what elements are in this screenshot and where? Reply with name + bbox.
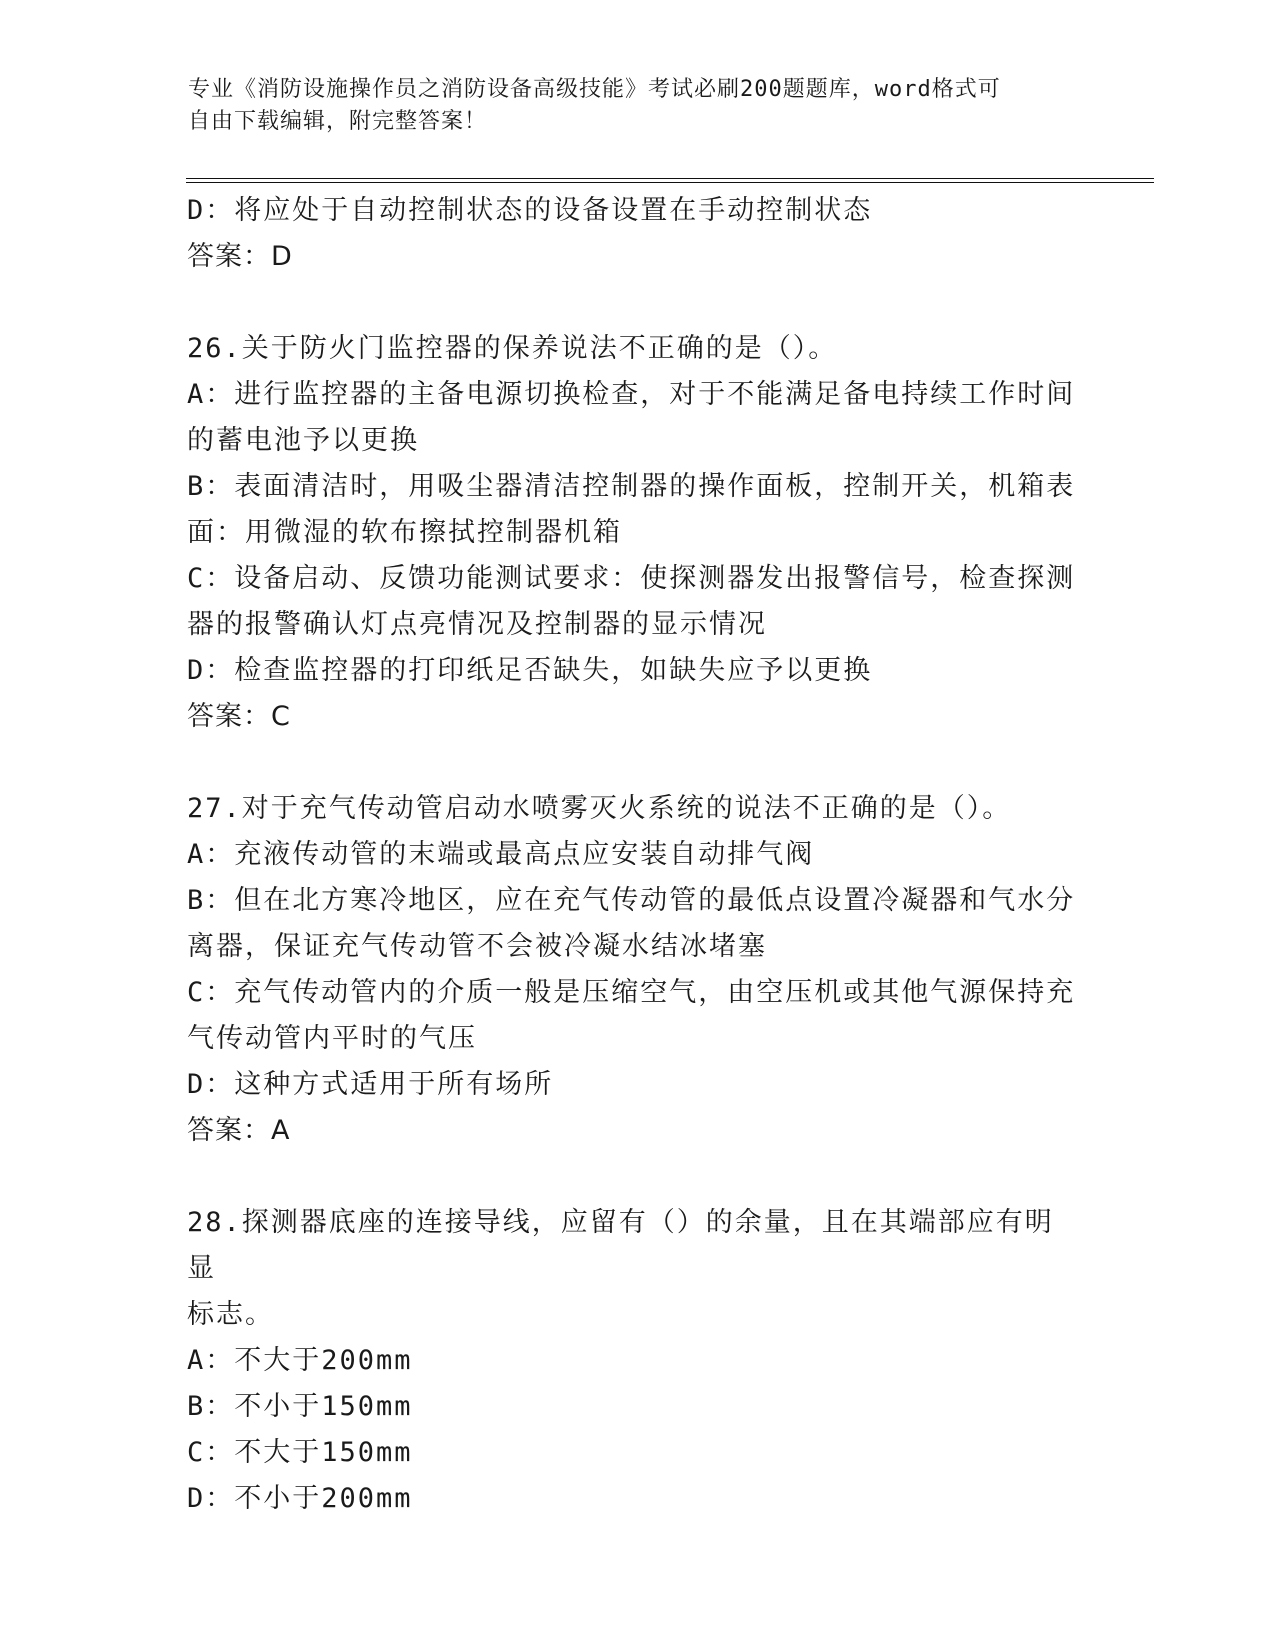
q25-answer: 答案：D (187, 241, 293, 272)
q28-option-d: D：不小于200mm (187, 1483, 413, 1514)
spacer (187, 280, 1077, 326)
q26-option-c-line-2: 器的报警确认灯点亮情况及控制器的显示情况 (187, 609, 767, 640)
q26-option-b-line-2: 面：用微湿的软布擦拭控制器机箱 (187, 517, 622, 548)
q26-option-d: D：检查监控器的打印纸足否缺失，如缺失应予以更换 (187, 655, 873, 686)
q28-question-line-1: 28.探测器底座的连接导线，应留有（）的余量，且在其端部应有明显 (187, 1207, 1054, 1284)
q27-option-c-line-2: 气传动管内平时的气压 (187, 1023, 477, 1054)
header-title-line-2: 自由下载编辑，附完整答案！ (188, 109, 488, 134)
q27-question: 27.对于充气传动管启动水喷雾灭火系统的说法不正确的是（）。 (187, 793, 1012, 824)
q28-option-b: B：不小于150mm (187, 1391, 413, 1422)
q26-option-b-line-1: B：表面清洁时，用吸尘器清洁控制器的操作面板，控制开关，机箱表 (187, 471, 1076, 502)
question-25-tail (187, 188, 1077, 280)
q26-answer: 答案：C (187, 701, 291, 732)
question-27 (187, 786, 1077, 1154)
question-28 (187, 1200, 1077, 1522)
q27-option-a: A：充液传动管的末端或最高点应安装自动排气阀 (187, 839, 815, 870)
document-body (187, 188, 1077, 1522)
q26-option-a-line-1: A：进行监控器的主备电源切换检查，对于不能满足备电持续工作时间 (187, 379, 1076, 410)
header-title-line-1: 专业《消防设施操作员之消防设备高级技能》考试必刷200题题库，word格式可 (188, 77, 1001, 102)
q28-option-c: C：不大于150mm (187, 1437, 413, 1468)
q28-question-line-2: 标志。 (187, 1299, 274, 1330)
q27-option-b-line-2: 离器，保证充气传动管不会被冷凝水结冰堵塞 (187, 931, 767, 962)
q26-option-c-line-1: C：设备启动、反馈功能测试要求：使探测器发出报警信号，检查探测 (187, 563, 1076, 594)
header-divider-bottom (186, 182, 1154, 183)
q25-option-d: D：将应处于自动控制状态的设备设置在手动控制状态 (187, 195, 873, 226)
question-26 (187, 326, 1077, 740)
spacer (187, 740, 1077, 786)
header-divider-top (186, 178, 1154, 179)
spacer (187, 1154, 1077, 1200)
q27-answer: 答案：A (187, 1115, 291, 1146)
q28-option-a: A：不大于200mm (187, 1345, 413, 1376)
q26-question: 26.关于防火门监控器的保养说法不正确的是（）。 (187, 333, 838, 364)
q26-option-a-line-2: 的蓄电池予以更换 (187, 425, 419, 456)
q27-option-d: D：这种方式适用于所有场所 (187, 1069, 554, 1100)
page-header (188, 74, 1068, 138)
q27-option-b-line-1: B：但在北方寒冷地区，应在充气传动管的最低点设置冷凝器和气水分 (187, 885, 1076, 916)
q27-option-c-line-1: C：充气传动管内的介质一般是压缩空气，由空压机或其他气源保持充 (187, 977, 1076, 1008)
